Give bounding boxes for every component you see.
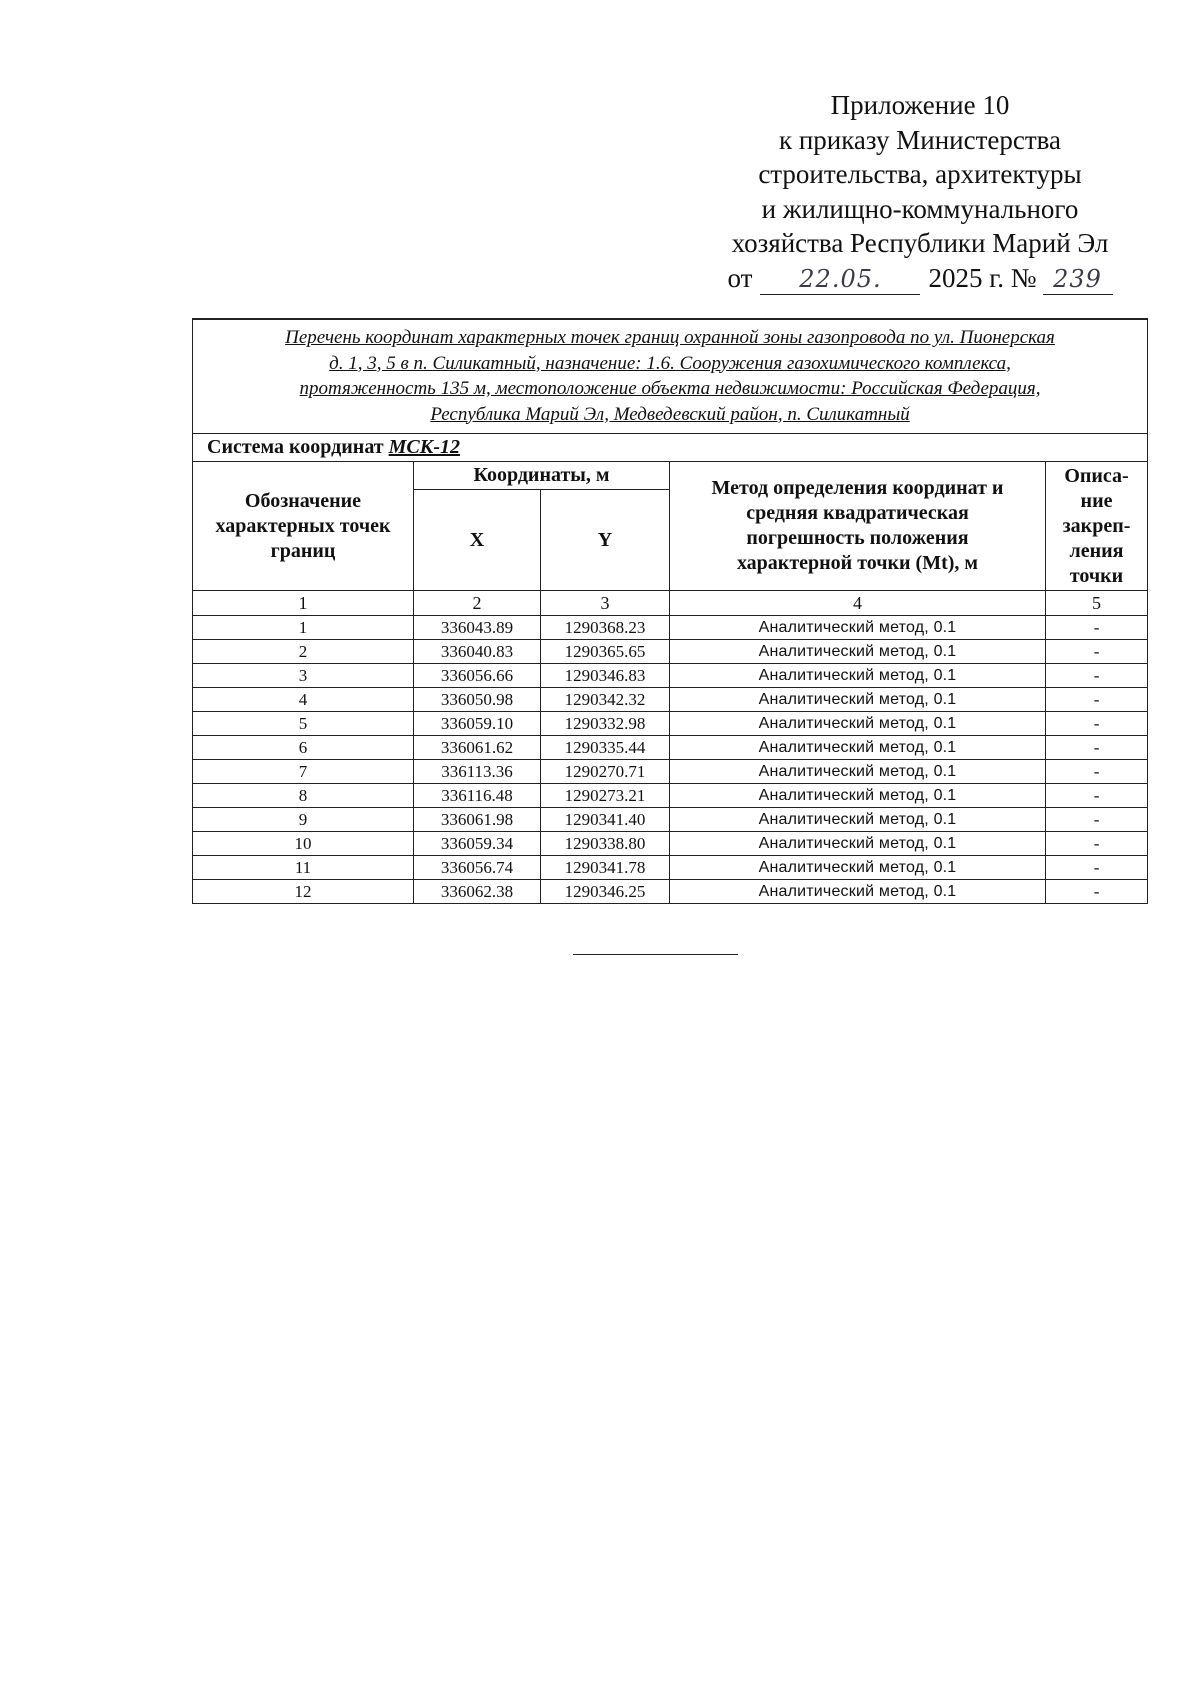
cell-y: 1290346.25 (541, 880, 670, 904)
cell-method: Аналитический метод, 0.1 (670, 880, 1046, 904)
header-line-ministry: строительства, архитектуры (758, 159, 1082, 189)
cell-description: - (1046, 736, 1148, 760)
cell-point: 7 (193, 760, 414, 784)
table-title (193, 319, 1148, 434)
cell-method: Аналитический метод, 0.1 (670, 640, 1046, 664)
header-x: X (414, 490, 541, 591)
cell-x: 336061.98 (414, 808, 541, 832)
cell-x: 336043.89 (414, 616, 541, 640)
header-line-order: к приказу Министерства (778, 124, 1062, 155)
cell-y: 1290270.71 (541, 760, 670, 784)
column-number: 1 (193, 591, 414, 616)
table-title-line: д. 1, 3, 5 в п. Силикатный, назначение: 1.6. Сооружения газохимического комплекса, (329, 352, 1011, 374)
table-row (193, 616, 1148, 640)
date-prefix: от (727, 262, 753, 293)
table-row (193, 688, 1148, 712)
cell-description: - (1046, 880, 1148, 904)
appendix-title: Приложение 10 (830, 90, 1010, 120)
cell-method: Аналитический метод, 0.1 (670, 832, 1046, 856)
coordinate-system-cell (193, 434, 1148, 462)
cell-x: 336056.74 (414, 856, 541, 880)
date-field (760, 263, 920, 295)
cell-method: Аналитический метод, 0.1 (670, 808, 1046, 832)
table-title-line: Республика Марий Эл, Медведевский район, п. Силикатный (430, 403, 910, 425)
cell-y: 1290341.40 (541, 808, 670, 832)
cell-method: Аналитический метод, 0.1 (670, 760, 1046, 784)
cell-point: 1 (193, 616, 414, 640)
cell-x: 336061.62 (414, 736, 541, 760)
table-title-line: протяженность 135 м, местоположение объекта недвижимости: Российская Федерация, (299, 378, 1041, 399)
table-row (193, 856, 1148, 880)
table-row (193, 880, 1148, 904)
cell-y: 1290346.83 (541, 664, 670, 688)
cell-description: - (1046, 760, 1148, 784)
cell-point: 9 (193, 808, 414, 832)
handwritten-date: 22.05. (799, 264, 882, 293)
cell-method: Аналитический метод, 0.1 (670, 688, 1046, 712)
cell-x: 336056.66 (414, 664, 541, 688)
cell-y: 1290273.21 (541, 784, 670, 808)
handwritten-order-number: 239 (1053, 264, 1102, 293)
table-row (193, 808, 1148, 832)
cell-description: - (1046, 640, 1148, 664)
header-y: Y (541, 490, 670, 591)
table-row (193, 664, 1148, 688)
cell-y: 1290342.32 (541, 688, 670, 712)
cell-description: - (1046, 784, 1148, 808)
cell-method: Аналитический метод, 0.1 (670, 856, 1046, 880)
table-row (193, 760, 1148, 784)
table-row (193, 712, 1148, 736)
closing-rule (573, 954, 738, 955)
year-number-label: 2025 г. № (928, 262, 1037, 293)
cell-y: 1290365.65 (541, 640, 670, 664)
cell-method: Аналитический метод, 0.1 (670, 736, 1046, 760)
cell-point: 5 (193, 712, 414, 736)
cell-point: 6 (193, 736, 414, 760)
cell-description: - (1046, 688, 1148, 712)
cell-x: 336050.98 (414, 688, 541, 712)
cell-x: 336059.34 (414, 832, 541, 856)
cell-description: - (1046, 664, 1148, 688)
column-number: 3 (541, 591, 670, 616)
cell-x: 336113.36 (414, 760, 541, 784)
cell-x: 336040.83 (414, 640, 541, 664)
order-date-line (690, 261, 1150, 296)
cell-description: - (1046, 856, 1148, 880)
coordinate-system-value: МСК-12 (388, 436, 460, 458)
header-point: Обозначение характерных точек границ (193, 462, 414, 591)
header-line-republic: хозяйства Республики Марий Эл (731, 228, 1109, 258)
cell-point: 12 (193, 880, 414, 904)
cell-y: 1290338.80 (541, 832, 670, 856)
table-row (193, 832, 1148, 856)
cell-x: 336116.48 (414, 784, 541, 808)
cell-point: 8 (193, 784, 414, 808)
document-header (690, 88, 1150, 295)
coordinates-table (192, 318, 1148, 904)
cell-description: - (1046, 808, 1148, 832)
cell-y: 1290332.98 (541, 712, 670, 736)
header-method: Метод определения координат и средняя квадратическая погрешность положения характерной точки (Mt), м (670, 462, 1046, 591)
cell-method: Аналитический метод, 0.1 (670, 664, 1046, 688)
cell-method: Аналитический метод, 0.1 (670, 616, 1046, 640)
cell-y: 1290341.78 (541, 856, 670, 880)
cell-y: 1290368.23 (541, 616, 670, 640)
coordinate-system-label: Система координат (207, 436, 384, 458)
order-number-field (1043, 263, 1113, 295)
column-number: 5 (1046, 591, 1148, 616)
cell-point: 3 (193, 664, 414, 688)
column-number: 4 (670, 591, 1046, 616)
cell-y: 1290335.44 (541, 736, 670, 760)
header-description: Описа-ние закреп-ления точки (1046, 462, 1148, 591)
header-coordinates: Координаты, м (414, 462, 670, 490)
column-number: 2 (414, 591, 541, 616)
cell-x: 336062.38 (414, 880, 541, 904)
cell-point: 2 (193, 640, 414, 664)
cell-x: 336059.10 (414, 712, 541, 736)
table-title-line: Перечень координат характерных точек границ охранной зоны газопровода по ул. Пионерская (285, 327, 1055, 348)
cell-point: 4 (193, 688, 414, 712)
cell-method: Аналитический метод, 0.1 (670, 712, 1046, 736)
table-row (193, 640, 1148, 664)
cell-point: 10 (193, 832, 414, 856)
cell-point: 11 (193, 856, 414, 880)
cell-description: - (1046, 712, 1148, 736)
table-row (193, 736, 1148, 760)
cell-method: Аналитический метод, 0.1 (670, 784, 1046, 808)
cell-description: - (1046, 832, 1148, 856)
cell-description: - (1046, 616, 1148, 640)
header-line-housing: и жилищно-коммунального (761, 193, 1079, 224)
table-row (193, 784, 1148, 808)
